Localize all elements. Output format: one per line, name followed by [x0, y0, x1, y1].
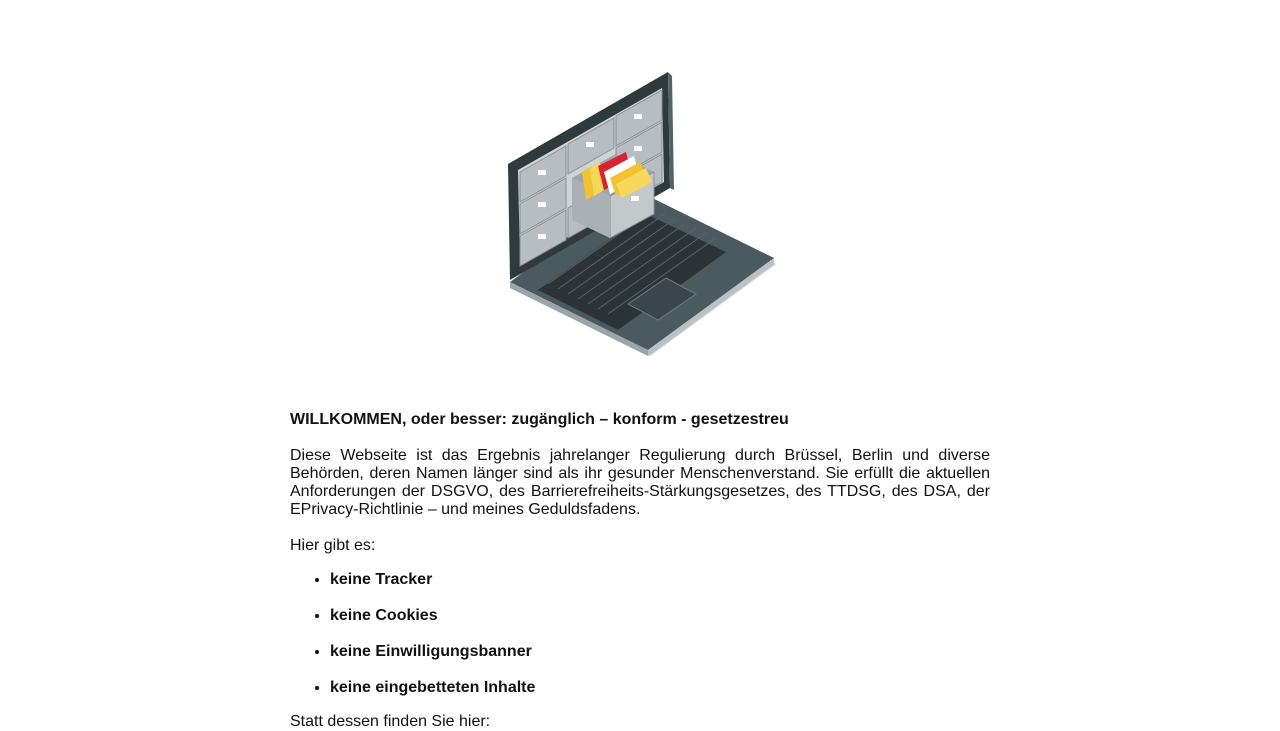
- hero-illustration: [500, 68, 782, 358]
- trailing-paragraph: Statt dessen finden Sie hier:: [290, 713, 491, 730]
- laptop-filing-cabinet-icon: [500, 68, 782, 358]
- page-headline: WILLKOMMEN, oder besser: zugänglich – konform - gesetzestreu: [290, 411, 789, 428]
- intro-paragraph: Diese Webseite ist das Ergebnis jahrelanger Regulierung durch Brüssel, Berlin und diverse Behörden, deren Namen länger sind als ihr gesunder Menschenverstand. Sie erfüllt die aktuellen Anforderungen der DSGVO, des Barrierefreiheits-Stärkungsgesetzes, des TTDSG, des DSA, der EPrivacy-Richtlinie – und meines Geduldsfadens.: [290, 447, 990, 518]
- feature-list: [290, 571, 990, 697]
- list-intro: Hier gibt es:: [290, 537, 376, 554]
- list-item: • keine Cookies: [330, 607, 990, 625]
- list-item: • keine Tracker: [330, 571, 990, 589]
- list-item: • keine Einwilligungsbanner: [330, 643, 990, 661]
- main-content: [290, 411, 990, 731]
- list-item: • keine eingebetteten Inhalte: [330, 679, 990, 697]
